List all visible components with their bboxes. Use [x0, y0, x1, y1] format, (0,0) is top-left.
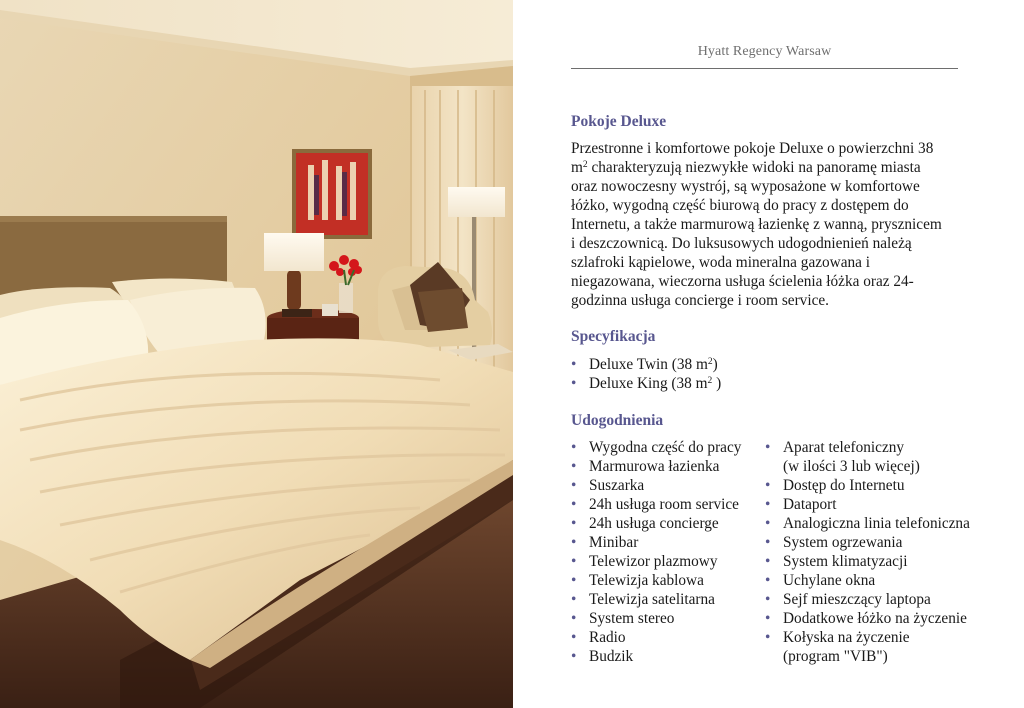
rooms-description: [571, 139, 966, 310]
spec-text: ): [712, 375, 722, 392]
bullet-icon: •: [571, 629, 577, 646]
spec-text: ): [712, 356, 718, 373]
description-line: niegazowana, wieczorna usługa ścielenia łóżka oraz 24-: [571, 273, 914, 290]
description-text: charakteryzują niezwykłe widoki na panoramę miasta: [587, 159, 921, 176]
amenities-list-left: [571, 438, 741, 666]
bullet-icon: •: [571, 534, 577, 551]
bullet-icon: •: [765, 534, 771, 551]
bullet-icon: •: [765, 496, 771, 513]
amenity-text: Telewizor plazmowy: [589, 553, 718, 570]
list-item: [571, 457, 741, 476]
bullet-icon: •: [571, 477, 577, 494]
list-item: [571, 533, 741, 552]
amenity-text: System stereo: [589, 610, 675, 627]
list-item: [571, 609, 741, 628]
list-item: [571, 590, 741, 609]
description-line: godzinna usługa concierge i room service.: [571, 292, 829, 309]
bullet-icon: •: [571, 356, 577, 373]
bullet-icon: •: [765, 439, 771, 456]
bullet-icon: •: [765, 572, 771, 589]
list-item: [571, 495, 741, 514]
list-item: [571, 374, 721, 393]
bullet-icon: •: [571, 458, 577, 475]
list-item: [571, 647, 741, 666]
bullet-icon: •: [571, 439, 577, 456]
description-line: szlafroki kąpielowe, woda mineralna gazowana i: [571, 254, 871, 271]
bullet-icon: •: [571, 375, 577, 392]
amenity-text: Radio: [589, 629, 626, 646]
bullet-icon: •: [765, 591, 771, 608]
bullet-icon: •: [571, 610, 577, 627]
list-item: [571, 552, 741, 571]
bullet-icon: •: [765, 629, 771, 646]
amenity-text: Telewizja satelitarna: [589, 591, 715, 608]
amenities-heading: Udogodnienia: [571, 412, 664, 429]
list-item: [765, 571, 970, 590]
bullet-icon: •: [571, 496, 577, 513]
amenity-text: Telewizja kablowa: [589, 572, 704, 589]
description-line: Internetu, a także marmurową łazienkę z wanną, prysznicem: [571, 216, 942, 233]
amenity-text: Analogiczna linia telefoniczna: [783, 515, 970, 532]
amenity-text: 24h usługa concierge: [589, 515, 719, 532]
amenity-text: Dostęp do Internetu: [783, 477, 905, 494]
superscript: 2: [582, 160, 588, 170]
amenity-text: Suszarka: [589, 477, 645, 494]
description-line: oraz nowoczesny wystrój, są wyposażone w komfortowe: [571, 178, 920, 195]
list-item: [765, 533, 970, 552]
amenity-text: (w ilości 3 lub więcej): [783, 458, 920, 475]
bullet-icon: •: [571, 572, 577, 589]
bullet-icon: •: [765, 610, 771, 627]
bullet-icon: •: [765, 515, 771, 532]
spec-heading: Specyfikacja: [571, 328, 656, 345]
list-item: [765, 628, 970, 666]
list-item: [571, 438, 741, 457]
amenity-text: Aparat telefoniczny: [783, 439, 905, 456]
bullet-icon: •: [765, 553, 771, 570]
list-item: [571, 355, 721, 374]
bullet-icon: •: [571, 515, 577, 532]
superscript: 2: [707, 376, 713, 386]
list-item: [765, 495, 970, 514]
amenities-list-right: [765, 438, 970, 666]
spec-text: Deluxe King (38 m: [589, 375, 708, 392]
list-item: [765, 514, 970, 533]
list-item: [765, 590, 970, 609]
list-item: [765, 438, 970, 476]
amenity-text: Kołyska na życzenie: [783, 629, 910, 646]
description-text: m: [571, 159, 583, 176]
description-line: Przestronne i komfortowe pokoje Deluxe o powierzchni 38: [571, 140, 934, 157]
hotel-name-header: Hyatt Regency Warsaw: [697, 44, 832, 59]
amenity-text: Marmurowa łazienka: [589, 458, 720, 475]
bullet-icon: •: [765, 477, 771, 494]
spec-text: Deluxe Twin (38 m: [589, 356, 708, 373]
bullet-icon: •: [571, 591, 577, 608]
list-item: [571, 571, 741, 590]
list-item: [765, 609, 970, 628]
list-item: [571, 514, 741, 533]
amenity-text: Minibar: [589, 534, 639, 551]
superscript: 2: [707, 357, 713, 367]
bullet-icon: •: [571, 553, 577, 570]
amenity-text: 24h usługa room service: [589, 496, 739, 513]
amenity-text: (program "VIB"): [783, 648, 888, 665]
description-line: łóżko, wygodną część biurową do pracy z dostępem do: [571, 197, 909, 214]
amenity-text: System klimatyzacji: [783, 553, 908, 570]
header-divider: [571, 68, 958, 69]
amenity-text: Dodatkowe łóżko na życzenie: [783, 610, 967, 627]
list-item: [571, 628, 741, 647]
amenity-text: System ogrzewania: [783, 534, 903, 551]
amenity-text: Budzik: [589, 648, 634, 665]
amenity-text: Uchylane okna: [783, 572, 876, 589]
list-item: [765, 552, 970, 571]
description-line: [571, 158, 966, 177]
list-item: [571, 476, 741, 495]
amenity-text: Sejf mieszczący laptopa: [783, 591, 931, 608]
amenity-text: Dataport: [783, 496, 837, 513]
spec-list: [571, 355, 721, 393]
description-line: i deszczownicą. Do luksusowych udogodnienień należą: [571, 235, 912, 252]
list-item: [765, 476, 970, 495]
rooms-heading: Pokoje Deluxe: [571, 113, 667, 130]
bullet-icon: •: [571, 648, 577, 665]
amenity-text: Wygodna część do pracy: [589, 439, 742, 456]
